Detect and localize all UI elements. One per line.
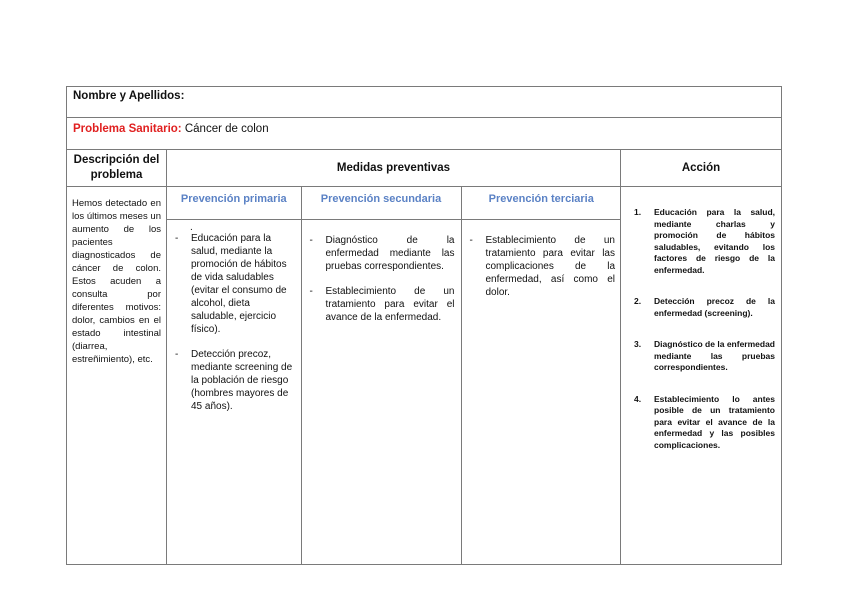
measures-cell: [167, 187, 621, 565]
action-text: Establecimiento lo antes posible de un tratamiento para evitar el avance de la enfermedad y las posibles complicaciones.: [654, 393, 775, 450]
action-text: Diagnóstico de la enfermedad mediante las pruebas correspondientes.: [654, 339, 775, 372]
action-text: Detección precoz de la enfermedad (screening).: [654, 296, 775, 318]
action-number: 2.: [634, 296, 642, 306]
secondary-prevention-title: Prevención secundaria: [301, 187, 461, 220]
tertiary-prevention-list: [461, 220, 621, 565]
secondary-prevention-list: [301, 220, 461, 565]
description-text: Hemos detectado en los últimos meses un aumento de los pacientes diagnosticados de cáncer de colon. Estos acuden a consulta por diferentes motivos: dolor, cambios en el estado intestinal (diarrea, estreñimiento), etc.: [67, 187, 167, 565]
bullet-dash: -: [309, 286, 313, 297]
stray-mark: .: [190, 222, 193, 233]
action-item: [629, 339, 775, 374]
preventive-measures-table: [66, 86, 782, 565]
list-item-text: Educación para la salud, mediante la promoción de hábitos de vida saludables (evitar el consumo de alcohol, dieta saludable, ejercicio físico).: [191, 233, 287, 335]
action-text: Educación para la salud, mediante charlas y promoción de hábitos saludables, evitando los factores de riesgo de la enfermedad.: [654, 207, 775, 275]
description-header: Descripción del problema: [67, 150, 167, 187]
problem-field: [67, 118, 782, 150]
list-item-text: Detección precoz, mediante screening de la población de riesgo (hombres mayores de 45 años).: [191, 349, 293, 412]
bullet-dash: -: [469, 235, 473, 246]
bullet-dash: -: [309, 235, 313, 246]
tertiary-prevention-title: Prevención terciaria: [461, 187, 621, 220]
bullet-dash: -: [175, 233, 179, 244]
document-table-wrapper: [66, 86, 781, 565]
list-item: [468, 234, 616, 299]
list-item: [173, 232, 295, 336]
bullet-dash: -: [175, 349, 179, 360]
action-item: [629, 394, 775, 452]
problem-label: Problema Sanitario:: [73, 123, 182, 135]
action-list: [621, 187, 782, 565]
primary-prevention-title: Prevención primaria: [167, 187, 301, 220]
action-number: 4.: [634, 393, 642, 404]
action-item: [629, 207, 775, 276]
list-item: [308, 234, 455, 273]
action-header: Acción: [621, 150, 782, 187]
action-item: [629, 296, 775, 319]
action-number: 3.: [634, 339, 642, 349]
list-item-text: Establecimiento de un tratamiento para evitar el avance de la enfermedad.: [325, 286, 455, 323]
problem-value: Cáncer de colon: [184, 123, 269, 135]
list-item-text: Establecimiento de un tratamiento para evitar las complicaciones de la enfermedad, así como el dolor.: [485, 235, 615, 298]
list-item-text: Diagnóstico de la enfermedad mediante las pruebas correspondientes.: [325, 235, 455, 272]
primary-prevention-list: [167, 220, 301, 565]
name-label: Nombre y Apellidos:: [73, 90, 185, 102]
action-number: 1.: [634, 207, 642, 217]
list-item: [308, 285, 455, 324]
list-item: [173, 348, 295, 413]
name-field: [67, 87, 782, 118]
measures-header: Medidas preventivas: [167, 150, 621, 187]
prevention-subtable: [167, 187, 621, 564]
